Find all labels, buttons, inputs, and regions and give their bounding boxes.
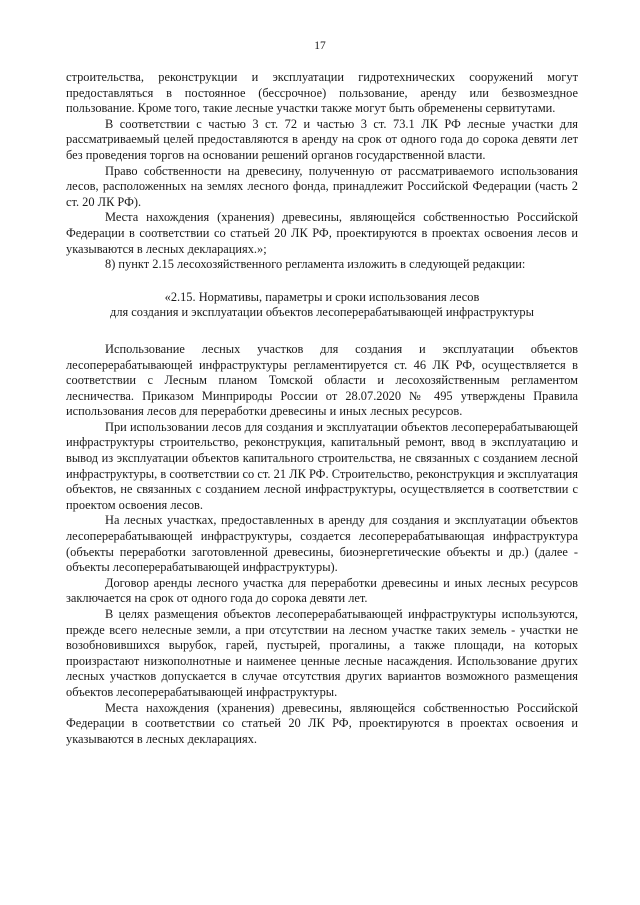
paragraph: При использовании лесов для создания и эксплуатации объектов лесоперерабатывающей инфраструктуры строительство, реконструкция, капитальный ремонт, ввод в эксплуатацию и вывод из эксплуатации объектов капитального строительства, не связанных с созданием лесной инфраструктуры, в соответствии со ст. 21 ЛК РФ. Строительство, реконструкция и эксплуатация объектов, не связанных с созданием лесной инфраструктуры, осуществляется в соответствии с проектом освоения лесов. xyxy=(66,419,578,512)
paragraph: В целях размещения объектов лесоперерабатывающей инфраструктуры используются, прежде всего нелесные земли, а при отсутствии на лесном участке таких земель - участки не возобновившихся вырубок, гарей, пустырей, прогалины, а также площади, на которых произрастают низкополнотные и наименее ценные лесные насаждения. Использование других лесных участков допускается в случае отсутствия других вариантов возможного размещения объектов лесоперерабатывающей инфраструктуры. xyxy=(66,607,578,699)
section-heading-line: для создания и эксплуатации объектов лесоперерабатывающей инфраструктуры xyxy=(110,305,534,320)
section-heading-line: «2.15. Нормативы, параметры и сроки использования лесов xyxy=(164,289,480,304)
paragraph: Места нахождения (хранения) древесины, являющейся собственностью Российской Федерации в соответствии со статьей 20 ЛК РФ, проектируются в проектах освоения лесов и указываются в лесных декларациях.»; xyxy=(66,210,578,256)
paragraph: Договор аренды лесного участка для переработки древесины и иных лесных ресурсов заключается на срок от одного года до сорока девяти лет. xyxy=(66,575,578,606)
paragraph: Места нахождения (хранения) древесины, являющейся собственностью Российской Федерации в соответствии со статьей 20 ЛК РФ, проектируются в проектах освоения и указываются в лесных декларациях. xyxy=(66,700,578,746)
paragraph: На лесных участках, предоставленных в аренду для создания и эксплуатации объектов лесоперерабатывающей инфраструктуры, создается лесоперерабатывающая инфраструктура (объекты переработки заготовленной древесины, биоэнергетические объекты и др.) (далее - объекты лесоперерабатывающей инфраструктуры). xyxy=(66,513,578,575)
paragraph: Использование лесных участков для создания и эксплуатации объектов лесоперерабатывающей инфраструктуры регламентируется ст. 46 ЛК РФ, осуществляется в соответствии с Лесным планом Томской области и лесохозяйственным регламентом лесничества. Приказом Минприроды России от 28.07.2020 № 495 утверждены Правила использования лесов для переработки древесины и иных лесных ресурсов. xyxy=(66,341,578,419)
paragraph: Право собственности на древесину, полученную от рассматриваемого использования лесов, расположенных на землях лесного фонда, принадлежит Российской Федерации (часть 2 ст. 20 ЛК РФ). xyxy=(66,163,578,209)
spacer xyxy=(66,273,578,290)
page-number: 17 xyxy=(314,40,326,52)
spacer xyxy=(66,321,578,342)
paragraph: В соответствии с частью 3 ст. 72 и частью 3 ст. 73.1 ЛК РФ лесные участки для рассматриваемый целей предоставляются в аренду на срок от одного года до сорока девяти лет без проведения торгов на основании решений органов государственной власти. xyxy=(66,116,578,162)
section-heading xyxy=(66,290,578,321)
document-body xyxy=(66,70,578,747)
paragraph: 8) пункт 2.15 лесохозяйственного регламента изложить в следующей редакции: xyxy=(105,257,526,272)
paragraph: строительства, реконструкции и эксплуатации гидротехнических сооружений могут предоставляться в постоянное (бессрочное) пользование, аренду или безвозмездное пользование. Кроме того, такие лесные участки также могут быть обременены сервитутами. xyxy=(66,70,578,116)
